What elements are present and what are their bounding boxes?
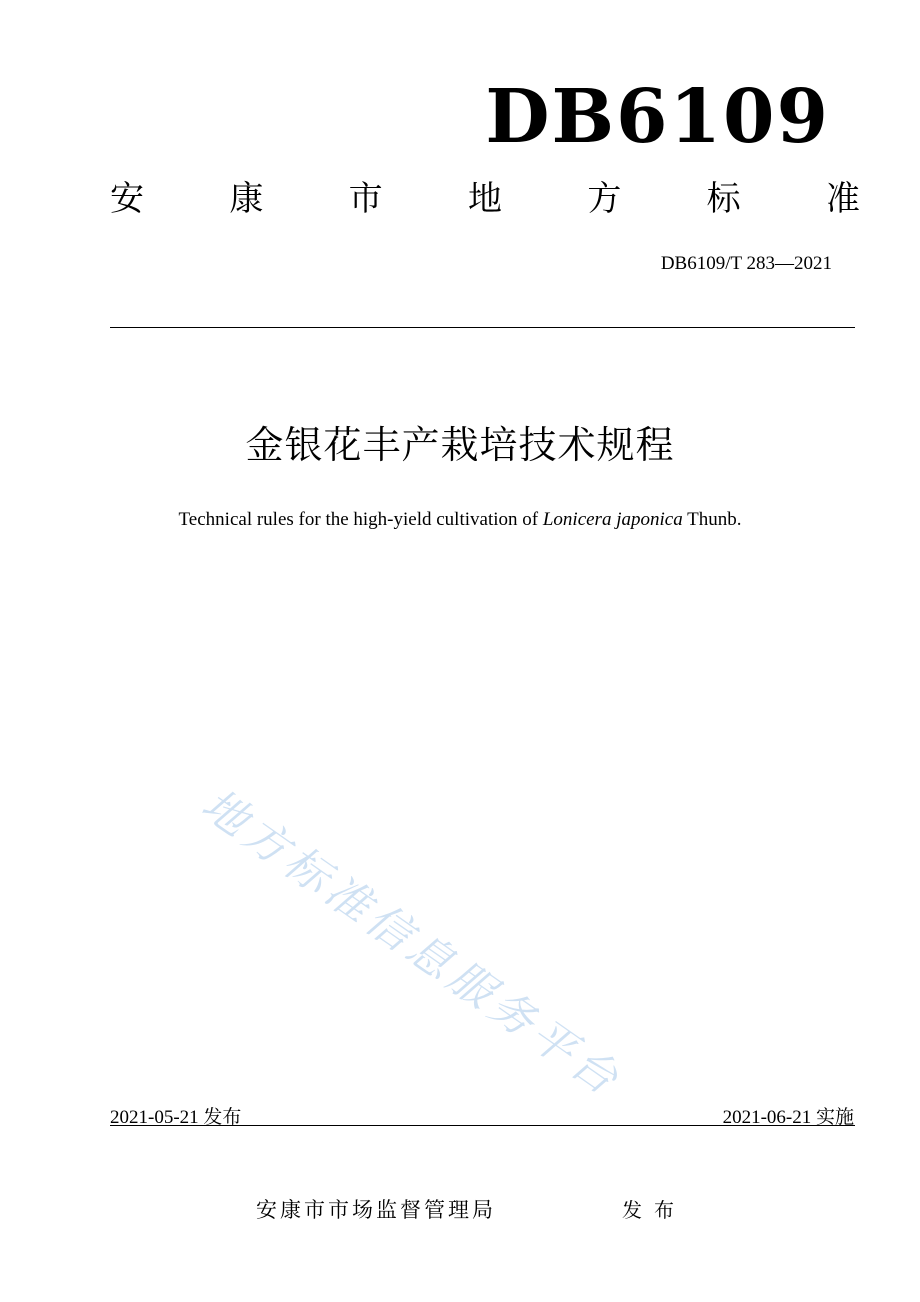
standard-code-heading: DB6109 — [485, 74, 830, 160]
standard-type-char: 地 — [467, 179, 502, 219]
document-title-chinese: 金银花丰产栽培技术规程 — [245, 423, 675, 467]
issue-label: 发布 — [622, 1198, 686, 1222]
standard-type-char: 康 — [229, 179, 264, 219]
standard-type-char: 标 — [706, 179, 741, 219]
standard-type-heading — [110, 179, 860, 219]
implement-date: 2021-06-21 实施 — [722, 1107, 854, 1128]
watermark: 地方标准信息服务平台 — [192, 779, 632, 1108]
title-english-suffix: Thunb. — [682, 509, 742, 530]
standard-type-char: 方 — [587, 179, 622, 219]
standard-type-char: 准 — [825, 179, 860, 219]
title-english-prefix: Technical rules for the high-yield cultivation of — [178, 509, 543, 530]
title-english-species: Lonicera japonica — [542, 509, 683, 530]
standard-type-char: 市 — [348, 179, 383, 219]
publish-date: 2021-05-21 发布 — [110, 1107, 242, 1128]
standard-type-char: 安 — [110, 179, 144, 219]
top-divider — [110, 327, 855, 328]
standard-number: DB6109/T 283—2021 — [660, 253, 832, 274]
bottom-divider — [110, 1125, 855, 1126]
issuing-authority: 安康市市场监督管理局 — [256, 1198, 496, 1222]
document-title-english — [0, 509, 920, 531]
